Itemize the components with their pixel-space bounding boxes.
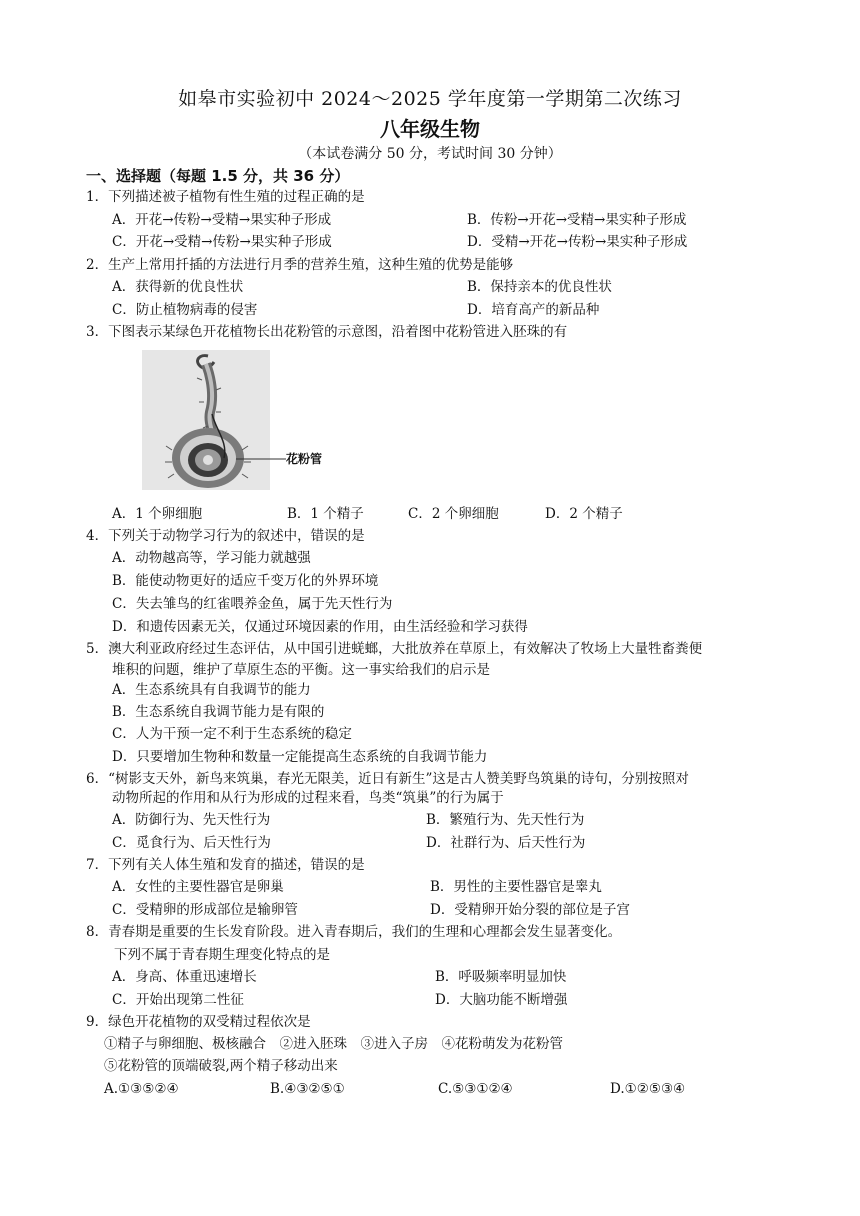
question-1-option-a: A．开花→传粉→受精→果实种子形成 bbox=[112, 212, 332, 228]
question-1-option-b: B．传粉→开花→受精→果实种子形成 bbox=[467, 212, 687, 228]
question-8-stem-cont: 下列不属于青春期生理变化特点的是 bbox=[114, 947, 330, 963]
question-6-stem-cont: 动物所起的作用和从行为形成的过程来看，鸟类“筑巢”的行为属于 bbox=[112, 790, 504, 806]
question-9-stem: 9．绿色开花植物的双受精过程依次是 bbox=[86, 1014, 311, 1030]
exam-subject: 八年级生物 bbox=[380, 117, 480, 141]
pollen-tube-label: 花粉管 bbox=[286, 452, 323, 466]
question-9-step-list-1: ①精子与卵细胞、极核融合 ②进入胚珠 ③进入子房 ④花粉萌发为花粉管 bbox=[104, 1036, 563, 1052]
question-2-option-c: C．防止植物病毒的侵害 bbox=[112, 302, 258, 318]
question-3-option-d: D．2 个精子 bbox=[545, 506, 623, 522]
question-4-option-b: B．能使动物更好的适应千变万化的外界环境 bbox=[112, 573, 379, 589]
question-9-option-d: D.①②⑤③④ bbox=[610, 1081, 686, 1097]
question-4-option-d: D．和遗传因素无关，仅通过环境因素的作用，由生活经验和学习获得 bbox=[112, 619, 528, 635]
exam-title: 如皋市实验初中 2024～2025 学年度第一学期第二次练习 bbox=[178, 88, 682, 110]
question-5-option-a: A．生态系统具有自我调节的能力 bbox=[112, 682, 311, 698]
question-3-stem: 3．下图表示某绿色开花植物长出花粉管的示意图，沿着图中花粉管进入胚珠的有 bbox=[86, 324, 568, 340]
question-5-option-b: B．生态系统自我调节能力是有限的 bbox=[112, 704, 325, 720]
question-2-stem: 2．生产上常用扦插的方法进行月季的营养生殖，这种生殖的优势是能够 bbox=[86, 257, 514, 273]
question-5-option-c: C．人为干预一定不利于生态系统的稳定 bbox=[112, 726, 352, 742]
pollen-tube-figure bbox=[142, 350, 270, 490]
exam-note: （本试卷满分 50 分，考试时间 30 分钟） bbox=[298, 146, 562, 162]
question-3-option-b: B．1 个精子 bbox=[287, 506, 364, 522]
question-8-option-b: B．呼吸频率明显加快 bbox=[435, 969, 567, 985]
question-6-option-c: C．觅食行为、后天性行为 bbox=[112, 835, 271, 851]
question-6-option-b: B．繁殖行为、先天性行为 bbox=[426, 812, 585, 828]
question-6-stem: 6．“树影支天外，新鸟来筑巢，春光无限美，近日有新生”这是古人赞美野鸟筑巢的诗句，分别按照对 bbox=[86, 771, 689, 787]
question-7-option-a: A．女性的主要性器官是卵巢 bbox=[112, 879, 284, 895]
question-7-option-d: D．受精卵开始分裂的部位是子宫 bbox=[430, 902, 630, 918]
question-8-stem: 8．青春期是重要的生长发育阶段。进入青春期后，我们的生理和心理都会发生显著变化。 bbox=[86, 924, 622, 940]
question-6-option-d: D．社群行为、后天性行为 bbox=[426, 835, 586, 851]
question-8-option-c: C．开始出现第二性征 bbox=[112, 992, 244, 1008]
question-6-option-a: A．防御行为、先天性行为 bbox=[112, 812, 271, 828]
question-4-option-a: A．动物越高等，学习能力就越强 bbox=[112, 550, 311, 566]
question-2-option-b: B．保持亲本的优良性状 bbox=[467, 279, 612, 295]
question-4-stem: 4．下列关于动物学习行为的叙述中，错误的是 bbox=[86, 528, 365, 544]
question-9-option-a: A.①③⑤②④ bbox=[104, 1081, 179, 1097]
question-1-option-d: D．受精→开花→传粉→果实种子形成 bbox=[467, 234, 688, 250]
question-2-option-d: D．培育高产的新品种 bbox=[467, 302, 600, 318]
question-3-option-a: A．1 个卵细胞 bbox=[112, 506, 203, 522]
question-1-option-c: C．开花→受精→传粉→果实种子形成 bbox=[112, 234, 332, 250]
question-9-option-c: C.⑤③①②④ bbox=[438, 1081, 513, 1097]
question-5-option-d: D．只要增加生物种和数量一定能提高生态系统的自我调节能力 bbox=[112, 749, 488, 765]
question-8-option-d: D．大脑功能不断增强 bbox=[435, 992, 568, 1008]
question-4-option-c: C．失去雏鸟的红雀喂养金鱼，属于先天性行为 bbox=[112, 596, 393, 612]
question-9-option-b: B.④③②⑤① bbox=[270, 1081, 345, 1097]
question-9-step-list-2: ⑤花粉管的顶端破裂,两个精子移动出来 bbox=[104, 1058, 338, 1074]
pistil-illustration bbox=[142, 350, 270, 490]
question-3-option-c: C．2 个卵细胞 bbox=[408, 506, 499, 522]
question-7-stem: 7．下列有关人体生殖和发育的描述，错误的是 bbox=[86, 857, 365, 873]
question-7-option-c: C．受精卵的形成部位是输卵管 bbox=[112, 902, 298, 918]
question-8-option-a: A．身高、体重迅速增长 bbox=[112, 969, 257, 985]
label-pointer-line bbox=[236, 455, 288, 463]
question-1-stem: 1．下列描述被子植物有性生殖的过程正确的是 bbox=[86, 189, 365, 205]
question-5-stem: 5．澳大利亚政府经过生态评估，从中国引进蜣螂，大批放养在草原上，有效解决了牧场上大量牲畜粪便 bbox=[86, 641, 703, 657]
question-2-option-a: A．获得新的优良性状 bbox=[112, 279, 244, 295]
question-7-option-b: B．男性的主要性器官是睾丸 bbox=[430, 879, 602, 895]
section-heading: 一、选择题（每题 1.5 分，共 36 分） bbox=[86, 167, 350, 185]
question-5-stem-cont: 堆积的问题，维护了草原生态的平衡。这一事实给我们的启示是 bbox=[112, 662, 490, 678]
